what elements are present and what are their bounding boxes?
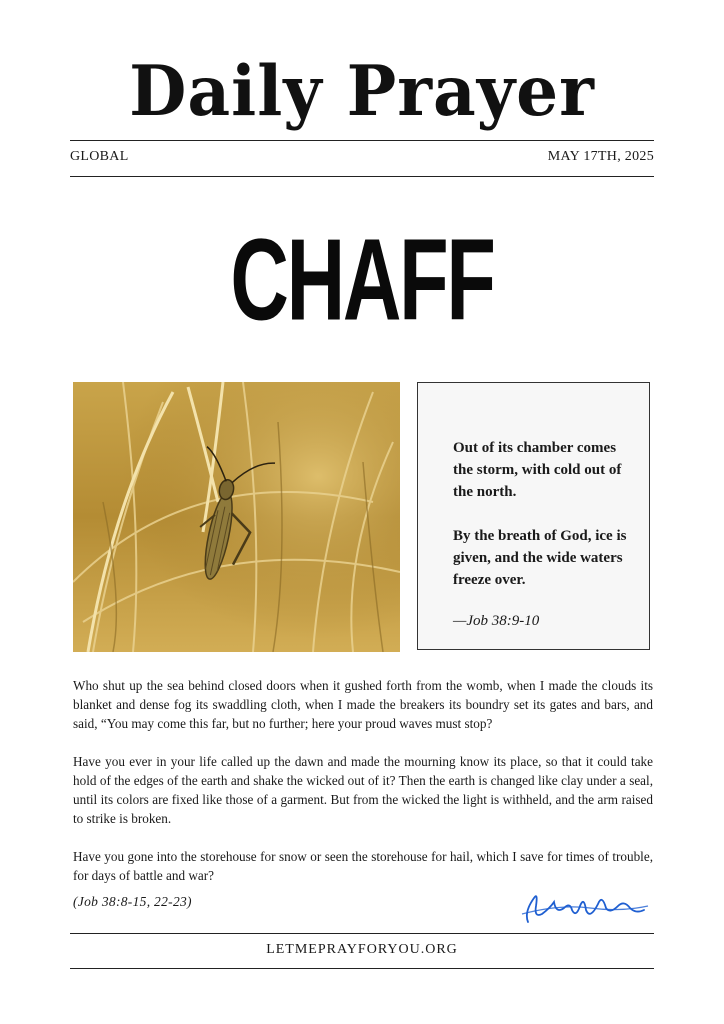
quote-text [453, 437, 633, 613]
date-label: MAY 17TH, 2025 [547, 149, 654, 164]
masthead-title: Daily Prayer [129, 50, 595, 132]
quote-citation: —Job 38:9-10 [453, 613, 540, 629]
body-paragraph-2: Have you ever in your life called up the dawn and made the mourning know its place, so that it could take hold of the edges of the earth and shake the wicked out of it? Then the earth is changed like clay under a seal, until its colors are fixed like those of a garment. But from the wicked the light is withheld, and the arm raised to strike is broken. [73, 754, 653, 826]
footer-site[interactable]: LETMEPRAYFORYOU.ORG [266, 942, 458, 957]
footer-bottom-rule [70, 968, 654, 969]
signature-icon [520, 884, 650, 928]
body-text [73, 676, 653, 904]
quote-box [417, 382, 650, 650]
footer-top-rule [70, 933, 654, 934]
signature [520, 884, 650, 928]
top-rule [70, 140, 654, 141]
body-paragraph-3: Have you gone into the storehouse for snow or seen the storehouse for hail, which I save for times of trouble, for days of battle and war? [73, 849, 653, 883]
meta-rule [70, 176, 654, 177]
grasshopper-on-dry-grass-icon [73, 382, 400, 652]
quote-stanza-2: By the breath of God, ice is given, and the wide waters freeze over. [453, 528, 627, 588]
grasshopper-photo [73, 382, 400, 652]
scripture-reference: (Job 38:8-15, 22-23) [73, 894, 192, 909]
region-label: GLOBAL [70, 149, 129, 164]
quote-stanza-1: Out of its chamber comes the storm, with cold out of the north. [453, 440, 622, 500]
headline: CHAFF [230, 215, 494, 346]
body-paragraph-1: Who shut up the sea behind closed doors when it gushed forth from the womb, when I made the clouds its blanket and dense fog its swaddling cloth, when I made the breakers its boundry set its gates and bars, and said, “You may come this far, but no further; here your proud waves must stop? [73, 678, 653, 731]
